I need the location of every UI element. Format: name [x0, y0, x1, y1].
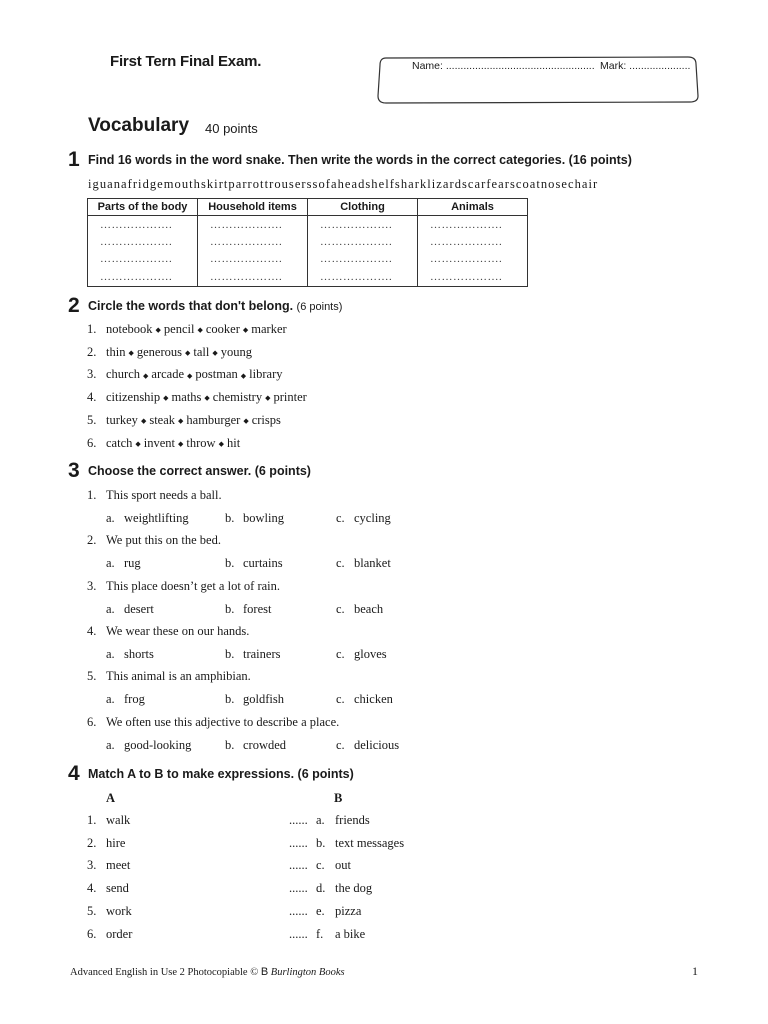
list-item	[87, 436, 240, 451]
answer-option-c[interactable]	[336, 647, 387, 662]
exercise-2-number: 2	[68, 294, 80, 317]
phrase-b: text messages	[335, 835, 405, 850]
option-text: good-looking	[124, 737, 192, 752]
match-item-a	[87, 836, 125, 851]
option-text: blanket	[354, 556, 391, 571]
answer-blank[interactable]: ......	[289, 926, 308, 941]
option-text: frog	[124, 692, 145, 707]
match-letter: a.	[316, 813, 325, 827]
option-text: rug	[124, 556, 141, 571]
phrase-a: work	[106, 903, 132, 918]
item-number: 3.	[87, 367, 97, 382]
answer-option-c[interactable]	[336, 738, 399, 753]
table-row	[88, 268, 528, 286]
exercise-4-instruction: Match A to B to make expressions. (6 points)	[88, 767, 354, 781]
option-word[interactable]: chemistry	[212, 390, 263, 405]
option-text: crowded	[243, 737, 287, 752]
option-word[interactable]: cooker	[205, 322, 240, 336]
question-text: We often use this adjective to describe a place.	[106, 714, 340, 729]
separator-icon: ◆	[197, 326, 203, 335]
answer-blank[interactable]: ……………….	[198, 251, 308, 268]
separator-icon: ◆	[128, 348, 134, 357]
option-letter: a.	[106, 737, 115, 752]
phrase-a: walk	[106, 813, 131, 827]
column-b-heading: B	[334, 791, 343, 805]
option-letter: b.	[225, 511, 235, 525]
answer-blank[interactable]: ……………….	[308, 233, 418, 250]
answer-option-c[interactable]	[336, 692, 393, 707]
question	[87, 533, 221, 548]
name-field[interactable]: Name: ...................................................	[412, 60, 595, 72]
mark-field[interactable]: Mark: .....................	[600, 60, 691, 72]
question	[87, 579, 280, 594]
exercise-2-instruction-text: Circle the words that don't belong.	[88, 299, 294, 313]
answer-blank[interactable]: ......	[289, 903, 308, 918]
option-letter: c.	[336, 511, 345, 525]
option-word[interactable]: notebook	[106, 322, 153, 336]
separator-icon: ◆	[163, 394, 169, 403]
option-word[interactable]: turkey	[106, 412, 138, 427]
option-word[interactable]: pencil	[163, 322, 195, 336]
answer-blank[interactable]: ……………….	[198, 233, 308, 250]
item-number: 2.	[87, 835, 97, 850]
match-item-a	[87, 881, 129, 896]
page-number: 1	[692, 964, 698, 978]
answer-blank[interactable]: ……………….	[198, 268, 308, 286]
phrase-b: a bike	[335, 926, 366, 941]
question-number: 1.	[87, 488, 97, 502]
question	[87, 669, 251, 684]
answer-blank[interactable]: ……………….	[308, 251, 418, 268]
question-number: 5.	[87, 669, 97, 684]
answer-option-b[interactable]	[225, 647, 280, 662]
option-letter: a.	[106, 556, 115, 571]
phrase-b: the dog	[335, 881, 373, 896]
option-letter: c.	[336, 601, 345, 616]
separator-icon: ◆	[178, 439, 184, 448]
question-number: 2.	[87, 533, 97, 548]
option-text: delicious	[354, 737, 400, 752]
option-letter: a.	[106, 646, 115, 661]
item-number: 6.	[87, 926, 97, 941]
answer-option-c[interactable]	[336, 602, 383, 617]
option-word[interactable]: postman	[195, 367, 238, 382]
match-item-a	[87, 813, 130, 828]
question	[87, 624, 249, 639]
separator-icon: ◆	[218, 439, 224, 448]
answer-blank[interactable]: ……………….	[308, 216, 418, 234]
answer-option-a[interactable]	[106, 556, 141, 571]
option-word[interactable]: church	[106, 367, 141, 382]
question-text: This sport needs a ball.	[106, 488, 222, 502]
footer	[70, 966, 345, 978]
item-number: 3.	[87, 858, 97, 873]
match-item-a	[87, 927, 132, 942]
phrase-a: send	[106, 881, 129, 896]
table-header-cell: Animals	[418, 199, 528, 216]
exercise-2-instruction	[88, 299, 342, 313]
option-text: shorts	[124, 646, 154, 661]
list-item	[87, 413, 281, 428]
option-letter: b.	[225, 601, 235, 616]
separator-icon: ◆	[135, 439, 141, 448]
table-header-cell: Parts of the body	[88, 199, 198, 216]
answer-blank[interactable]: ……………….	[88, 216, 198, 234]
table-row	[88, 216, 528, 234]
list-item	[87, 322, 287, 337]
table-header-cell: Clothing	[308, 199, 418, 216]
separator-icon: ◆	[265, 394, 271, 403]
phrase-a: hire	[106, 835, 126, 850]
match-letter: d.	[316, 881, 326, 896]
phrase-b: out	[335, 858, 351, 873]
option-word[interactable]: catch	[106, 435, 133, 450]
separator-icon: ◆	[204, 394, 210, 403]
item-number: 5.	[87, 903, 97, 918]
match-letter: f.	[316, 926, 324, 941]
option-word[interactable]: young	[220, 344, 252, 359]
option-word[interactable]: citizenship	[106, 390, 161, 405]
answer-option-a[interactable]	[106, 738, 191, 753]
match-item-a	[87, 858, 130, 873]
option-letter: c.	[336, 692, 345, 707]
answer-blank[interactable]: ……………….	[418, 268, 528, 286]
option-text: trainers	[243, 646, 281, 661]
question-text: We put this on the bed.	[106, 533, 221, 548]
question-text: This place doesn’t get a lot of rain.	[106, 578, 281, 593]
option-letter: c.	[336, 556, 345, 571]
question	[87, 488, 222, 503]
answer-blank[interactable]: ……………….	[308, 268, 418, 286]
phrase-a: meet	[106, 858, 131, 873]
item-number: 4.	[87, 881, 97, 896]
item-number: 1.	[87, 813, 97, 827]
answer-blank[interactable]: ……………….	[198, 216, 308, 234]
section-title: Vocabulary	[88, 115, 190, 136]
phrase-b: friends	[335, 813, 370, 827]
answer-option-c[interactable]	[336, 511, 391, 526]
answer-option-c[interactable]	[336, 556, 391, 571]
answer-option-a[interactable]	[106, 511, 189, 526]
item-number: 6.	[87, 435, 97, 450]
answer-option-a[interactable]	[106, 692, 145, 707]
exercise-1-number: 1	[68, 148, 80, 171]
exercise-2-points: (6 points)	[296, 301, 343, 313]
answer-option-a[interactable]	[106, 602, 154, 617]
option-word[interactable]: crisps	[251, 412, 281, 427]
question-number: 6.	[87, 714, 97, 729]
match-letter: b.	[316, 835, 326, 850]
separator-icon: ◆	[143, 371, 149, 380]
option-letter: a.	[106, 692, 115, 707]
option-word[interactable]: marker	[251, 322, 287, 336]
answer-blank[interactable]: ……………….	[418, 216, 528, 234]
question-number: 3.	[87, 578, 97, 593]
option-word[interactable]: library	[249, 367, 283, 382]
option-word[interactable]: invent	[143, 435, 176, 450]
categories-table	[87, 198, 528, 287]
separator-icon: ◆	[242, 326, 249, 335]
option-word[interactable]: tall	[193, 344, 210, 359]
table-header-cell: Household items	[198, 199, 308, 216]
option-letter: b.	[225, 556, 235, 571]
option-text: bowling	[243, 511, 284, 525]
option-word[interactable]: throw	[186, 435, 216, 450]
answer-blank[interactable]: ……………….	[418, 251, 528, 268]
exercise-3-number: 3	[68, 459, 80, 482]
option-text: desert	[124, 601, 154, 616]
column-a-heading: A	[106, 791, 116, 805]
option-word[interactable]: generous	[136, 344, 182, 359]
option-text: forest	[243, 601, 272, 616]
match-letter: e.	[316, 903, 325, 918]
answer-blank[interactable]: ......	[289, 881, 308, 896]
table-row	[88, 251, 528, 268]
separator-icon: ◆	[184, 348, 191, 357]
question	[87, 715, 339, 730]
option-letter: a.	[106, 511, 115, 525]
option-letter: a.	[106, 601, 115, 616]
answer-option-a[interactable]	[106, 647, 154, 662]
option-letter: c.	[336, 737, 345, 752]
question-text: This animal is an amphibian.	[106, 669, 251, 684]
answer-blank[interactable]: ……………….	[88, 268, 198, 286]
section-points: 40 points	[205, 121, 258, 136]
separator-icon: ◆	[240, 371, 247, 380]
answer-blank[interactable]: ……………….	[88, 233, 198, 250]
option-letter: b.	[225, 692, 235, 707]
option-text: curtains	[243, 556, 283, 571]
option-text: gloves	[354, 646, 387, 661]
list-item	[87, 345, 252, 360]
answer-option-b[interactable]	[225, 602, 271, 617]
option-word[interactable]: thin	[106, 344, 126, 359]
option-word[interactable]: steak	[149, 412, 176, 427]
separator-icon: ◆	[187, 371, 193, 380]
option-text: cycling	[354, 511, 391, 525]
option-letter: b.	[225, 646, 235, 661]
separator-icon: ◆	[140, 416, 147, 425]
match-letter: c.	[316, 858, 325, 873]
exercise-1-instruction: Find 16 words in the word snake. Then write the words in the correct categories. (16 points)	[88, 153, 632, 167]
option-word[interactable]: maths	[171, 390, 202, 405]
exam-title: First Tern Final Exam.	[110, 53, 262, 70]
option-letter: c.	[336, 646, 345, 661]
item-number: 1.	[87, 322, 97, 336]
list-item	[87, 367, 282, 382]
item-number: 5.	[87, 412, 97, 427]
answer-option-b[interactable]	[225, 692, 284, 707]
answer-blank[interactable]: ......	[289, 858, 308, 873]
exercise-3-instruction: Choose the correct answer. (6 points)	[88, 464, 311, 478]
separator-icon: ◆	[212, 348, 218, 357]
option-word[interactable]: hit	[226, 435, 241, 450]
publisher-logo: B	[260, 966, 269, 978]
answer-blank[interactable]: ......	[289, 813, 308, 827]
answer-blank[interactable]: ……………….	[88, 251, 198, 268]
word-snake: iguanafridgemouthskirtparrottrouserssofaheadshelfsharklizardscarfearscoatnosechair	[88, 177, 599, 191]
exercise-4-number: 4	[68, 762, 80, 785]
option-text: chicken	[354, 692, 393, 707]
answer-blank[interactable]: ......	[289, 835, 308, 850]
separator-icon: ◆	[155, 326, 161, 335]
option-letter: b.	[225, 737, 235, 752]
option-text: goldfish	[243, 692, 284, 707]
answer-option-b[interactable]	[225, 556, 283, 571]
option-word[interactable]: printer	[273, 390, 307, 405]
question-number: 4.	[87, 623, 97, 638]
separator-icon: ◆	[243, 416, 249, 425]
item-number: 4.	[87, 390, 97, 405]
answer-blank[interactable]: ……………….	[418, 233, 528, 250]
option-text: weightlifting	[124, 511, 189, 525]
option-word[interactable]: arcade	[151, 367, 185, 382]
phrase-b: pizza	[335, 903, 362, 918]
table-row	[88, 233, 528, 250]
option-text: beach	[354, 601, 384, 616]
publisher-name: Burlington Books	[270, 967, 345, 978]
question-text: We wear these on our hands.	[106, 623, 250, 638]
option-word[interactable]: hamburger	[186, 412, 241, 427]
answer-option-b[interactable]	[225, 511, 284, 526]
list-item	[87, 390, 307, 405]
separator-icon: ◆	[178, 416, 184, 425]
footer-text: Advanced English in Use 2 Photocopiable ©	[70, 967, 261, 978]
item-number: 2.	[87, 344, 97, 359]
answer-option-b[interactable]	[225, 738, 286, 753]
phrase-a: order	[106, 926, 133, 941]
match-item-a	[87, 904, 132, 919]
